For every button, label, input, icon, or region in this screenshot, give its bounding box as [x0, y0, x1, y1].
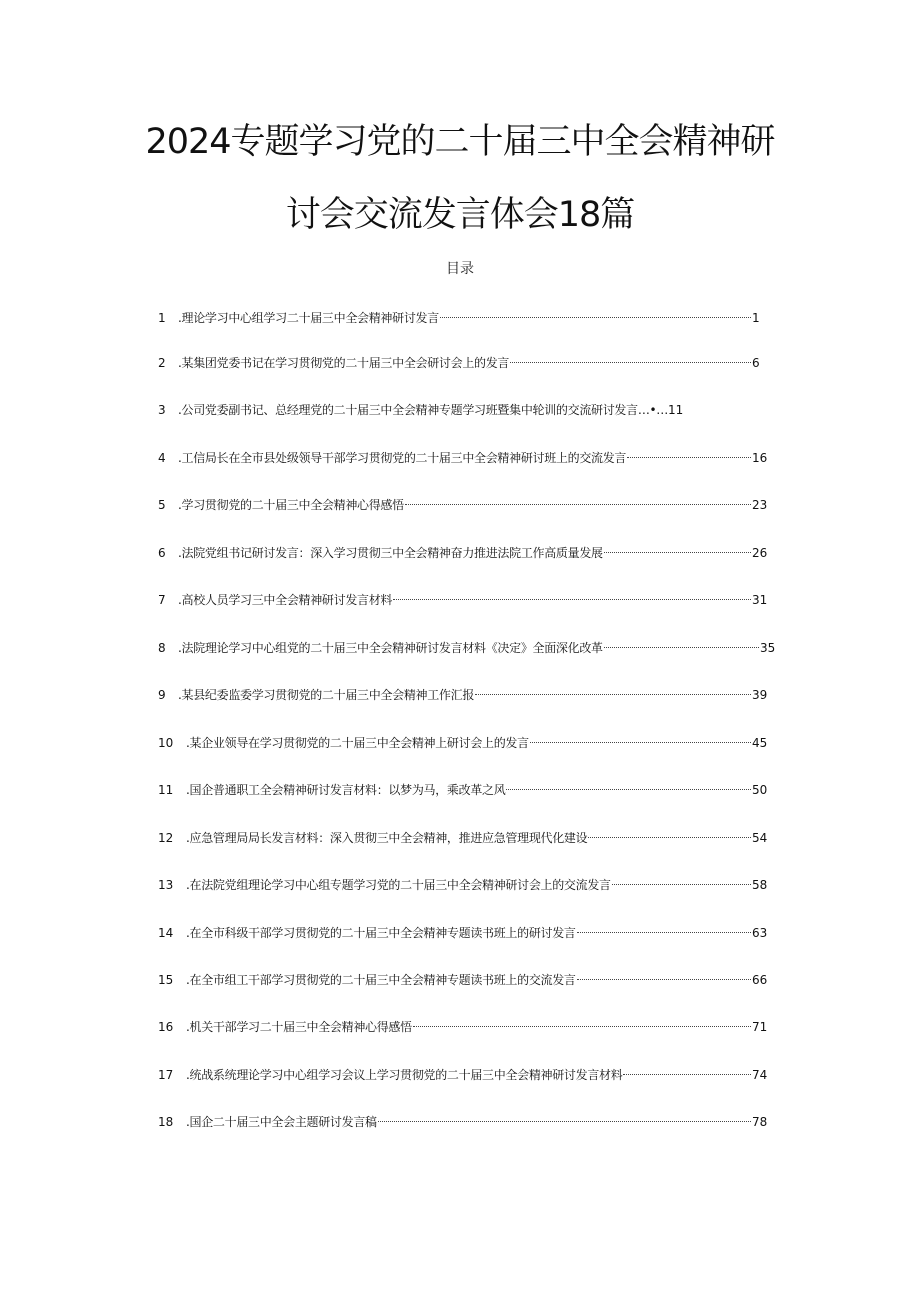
toc-entry-14[interactable] [158, 923, 770, 943]
document-title [0, 122, 920, 235]
toc-entry-number: 2 [158, 356, 166, 370]
toc-entry-number: 12 [158, 831, 174, 845]
toc-entry-1[interactable] [158, 308, 770, 328]
toc-entry-title: .工信局长在全市县处级领导干部学习贯彻党的二十届三中全会精神研讨班上的交流发言 [178, 451, 627, 465]
toc-entry-7[interactable] [158, 590, 770, 610]
toc-leader-dots [530, 742, 751, 743]
toc-entry-title: .在法院党组理论学习中心组专题学习党的二十届三中全会精神研讨会上的交流发言 [186, 878, 611, 892]
toc-entry-4[interactable] [158, 448, 770, 468]
document-title-line-1: 2024专题学习党的二十届三中全会精神研 [145, 122, 775, 162]
toc-leader-dots [604, 552, 751, 553]
toc-entry-number: 5 [158, 498, 166, 512]
toc-entry-title: .国企二十届三中全会主题研讨发言稿 [186, 1115, 377, 1129]
toc-entry-title: .某集团党委书记在学习贯彻党的二十届三中全会研讨会上的发言 [178, 356, 510, 370]
toc-entry-title: .应急管理局局长发言材料：深入贯彻三中全会精神，推进应急管理现代化建设 [186, 831, 588, 845]
toc-leader-dots [612, 884, 751, 885]
toc-leader-dots [623, 1074, 751, 1075]
toc-leader-dots [577, 979, 751, 980]
toc-entry-8[interactable] [158, 638, 778, 658]
toc-entry-title: .理论学习中心组学习二十届三中全会精神研讨发言 [178, 311, 439, 325]
toc-entry-15[interactable] [158, 970, 770, 990]
toc-entry-title: .学习贯彻党的二十届三中全会精神心得感悟 [178, 498, 404, 512]
toc-leader-dots [577, 932, 751, 933]
toc-leader-dots [604, 647, 759, 648]
toc-entry-number: 4 [158, 451, 166, 465]
toc-leader-dots [506, 789, 751, 790]
toc-entry-5[interactable] [158, 495, 770, 515]
toc-leader-dots [378, 1121, 751, 1122]
toc-entry-page: 74 [752, 1068, 768, 1082]
toc-entry-page: 26 [752, 546, 768, 560]
toc-entry-10[interactable] [158, 733, 770, 753]
toc-entry-number: 7 [158, 593, 166, 607]
toc-entry-number: 1 [158, 311, 166, 325]
toc-entry-11[interactable] [158, 780, 770, 800]
toc-entry-page: 31 [752, 593, 768, 607]
toc-entry-number: 8 [158, 641, 166, 655]
toc-entry-title: .在全市科级干部学习贯彻党的二十届三中全会精神专题读书班上的研讨发言 [186, 926, 576, 940]
toc-entry-17[interactable] [158, 1065, 770, 1085]
toc-entry-number: 13 [158, 878, 174, 892]
toc-leader-dots [405, 504, 751, 505]
toc-entry-page: 78 [752, 1115, 768, 1129]
toc-entry-page: 11 [668, 403, 684, 417]
toc-entry-title: .法院理论学习中心组党的二十届三中全会精神研讨发言材料《决定》全面深化改革 [178, 641, 603, 655]
toc-entry-page: 63 [752, 926, 768, 940]
toc-entry-number: 6 [158, 546, 166, 560]
toc-entry-page: 54 [752, 831, 768, 845]
toc-entry-page: 50 [752, 783, 768, 797]
toc-entry-12[interactable] [158, 828, 770, 848]
toc-heading: 目录 [446, 261, 474, 277]
toc-entry-6[interactable] [158, 543, 770, 563]
toc-entry-title: .某企业领导在学习贯彻党的二十届三中全会精神上研讨会上的发言 [186, 736, 529, 750]
toc-entry-page: 39 [752, 688, 768, 702]
toc-entry-title: .在全市组工干部学习贯彻党的二十届三中全会精神专题读书班上的交流发言 [186, 973, 576, 987]
toc-entry-3[interactable] [158, 400, 770, 420]
toc-entry-title: .公司党委副书记、总经理党的二十届三中全会精神专题学习班暨集中轮训的交流研讨发言…•… [178, 403, 668, 417]
toc-leader-dots [393, 599, 751, 600]
toc-entry-2[interactable] [158, 353, 770, 373]
toc-entry-number: 3 [158, 403, 166, 417]
toc-entry-title: .机关干部学习二十届三中全会精神心得感悟 [186, 1020, 412, 1034]
toc-entry-page: 1 [752, 311, 760, 325]
toc-entry-page: 6 [752, 356, 760, 370]
toc-entry-9[interactable] [158, 685, 770, 705]
toc-entry-number: 14 [158, 926, 174, 940]
toc-entry-number: 18 [158, 1115, 174, 1129]
toc-entry-page: 35 [760, 641, 776, 655]
toc-entry-number: 15 [158, 973, 174, 987]
toc-leader-dots [475, 694, 751, 695]
toc-leader-dots [413, 1026, 751, 1027]
toc-entry-page: 45 [752, 736, 768, 750]
toc-leader-dots [588, 837, 751, 838]
toc-entry-18[interactable] [158, 1112, 770, 1132]
toc-entry-number: 9 [158, 688, 166, 702]
toc-entry-title: .高校人员学习三中全会精神研讨发言材料 [178, 593, 393, 607]
toc-leader-dots [440, 317, 751, 318]
toc-entry-13[interactable] [158, 875, 770, 895]
document-title-line-2: 讨会交流发言体会18篇 [285, 195, 635, 235]
toc-entry-title: .国企普通职工全会精神研讨发言材料：以梦为马，乘改革之风 [186, 783, 506, 797]
toc-entry-title: .统战系统理论学习中心组学习会议上学习贯彻党的二十届三中全会精神研讨发言材料 [186, 1068, 623, 1082]
toc-leader-dots [627, 457, 751, 458]
toc-leader-dots [510, 362, 751, 363]
toc-entry-page: 58 [752, 878, 768, 892]
toc-entry-page: 23 [752, 498, 768, 512]
toc-entry-page: 16 [752, 451, 768, 465]
toc-entry-number: 10 [158, 736, 174, 750]
toc-entry-number: 17 [158, 1068, 174, 1082]
toc-entry-number: 11 [158, 783, 174, 797]
toc-entry-number: 16 [158, 1020, 174, 1034]
toc-entry-title: .某县纪委监委学习贯彻党的二十届三中全会精神工作汇报 [178, 688, 475, 702]
toc-entry-16[interactable] [158, 1017, 770, 1037]
toc-entry-page: 71 [752, 1020, 768, 1034]
toc-entry-title: .法院党组书记研讨发言：深入学习贯彻三中全会精神奋力推进法院工作高质量发展 [178, 546, 603, 560]
toc-entry-page: 66 [752, 973, 768, 987]
